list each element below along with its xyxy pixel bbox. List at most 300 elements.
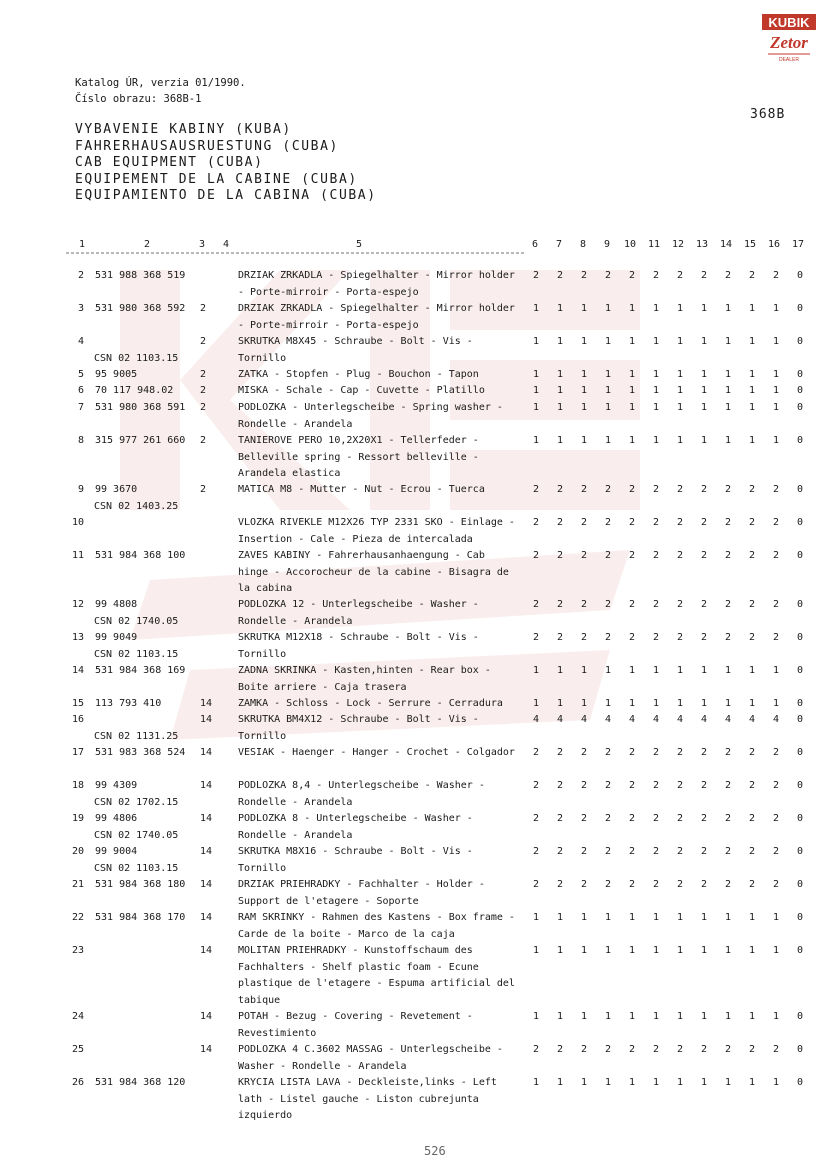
quantity-col-10: 2 <box>628 599 636 610</box>
quantity-col-17: 0 <box>796 550 804 561</box>
quantity-col-9: 1 <box>604 402 612 413</box>
quantity-col-17: 0 <box>796 517 804 528</box>
page-code: 368B <box>750 107 786 122</box>
quantity-col-6: 2 <box>532 879 540 890</box>
quantity-col-16: 2 <box>772 846 780 857</box>
quantity-col-9: 4 <box>604 714 612 725</box>
quantity-col-6: 2 <box>532 747 540 758</box>
column-header-1: 1 <box>79 239 86 250</box>
quantity-col-11: 2 <box>652 747 660 758</box>
quantity-col-7: 2 <box>556 780 564 791</box>
part-number: 113 793 410 <box>95 698 162 709</box>
quantity-col-15: 2 <box>748 879 756 890</box>
part-description: PODLOZKA 4 C.3602 MASSAG - Unterlegscheibe - Washer - Rondelle - Arandela <box>238 1044 503 1072</box>
quantity-col-13: 1 <box>700 435 708 446</box>
quantity-col-9: 1 <box>604 336 612 347</box>
quantity-col-13: 1 <box>700 303 708 314</box>
quantity-col-17: 0 <box>796 747 804 758</box>
part-number: 99 9004 <box>95 846 138 857</box>
reference-number: 14 <box>200 846 213 857</box>
standard-number: CSN 02 1103.15 <box>94 862 179 874</box>
quantity-col-8: 1 <box>580 912 588 923</box>
position-number: 18 <box>71 780 84 791</box>
quantity-col-7: 2 <box>556 1044 564 1055</box>
part-description: PODLOZKA 12 - Unterlegscheibe - Washer - Rondelle - Arandela <box>238 599 479 627</box>
reference-number: 14 <box>200 747 213 758</box>
reference-number: 2 <box>200 484 207 495</box>
position-number: 4 <box>77 336 84 347</box>
position-number: 19 <box>71 813 84 824</box>
part-number: 531 984 368 170 <box>95 912 186 923</box>
quantity-col-10: 1 <box>628 402 636 413</box>
part-description: SKRUTKA M8X45 - Schraube - Bolt - Vis - Tornillo <box>238 336 473 364</box>
quantity-col-14: 1 <box>724 402 732 413</box>
standard-number: CSN 02 1740.05 <box>94 615 179 627</box>
quantity-col-9: 1 <box>604 369 612 380</box>
quantity-col-8: 2 <box>580 270 588 281</box>
quantity-col-11: 2 <box>652 517 660 528</box>
quantity-col-15: 1 <box>748 303 756 314</box>
quantity-col-15: 1 <box>748 1011 756 1022</box>
position-number: 8 <box>77 435 84 446</box>
quantity-col-15: 1 <box>748 402 756 413</box>
title-sk: VYBAVENIE KABINY (KUBA) <box>75 122 292 137</box>
quantity-col-9: 1 <box>604 385 612 396</box>
quantity-col-17: 0 <box>796 369 804 380</box>
reference-number: 14 <box>200 813 213 824</box>
quantity-col-7: 2 <box>556 632 564 643</box>
position-number: 12 <box>71 599 84 610</box>
quantity-col-11: 2 <box>652 484 660 495</box>
column-header-9: 9 <box>604 239 611 250</box>
quantity-col-10: 2 <box>628 550 636 561</box>
quantity-col-10: 2 <box>628 517 636 528</box>
quantity-col-14: 2 <box>724 1044 732 1055</box>
quantity-col-9: 1 <box>604 1011 612 1022</box>
quantity-col-14: 2 <box>724 632 732 643</box>
standard-number: CSN 02 1103.15 <box>94 352 179 364</box>
reference-number: 14 <box>200 714 213 725</box>
quantity-col-11: 1 <box>652 303 660 314</box>
quantity-col-14: 2 <box>724 813 732 824</box>
quantity-col-10: 4 <box>628 714 636 725</box>
quantity-col-9: 2 <box>604 879 612 890</box>
quantity-col-17: 0 <box>796 698 804 709</box>
quantity-col-14: 2 <box>724 599 732 610</box>
quantity-col-8: 2 <box>580 599 588 610</box>
quantity-col-14: 1 <box>724 912 732 923</box>
quantity-col-16: 2 <box>772 517 780 528</box>
quantity-col-6: 1 <box>532 912 540 923</box>
column-header-12: 12 <box>672 239 685 250</box>
part-description: DRZIAK ZRKADLA - Spiegelhalter - Mirror holder - Porte-mirroir - Porta-espejo <box>238 303 515 331</box>
quantity-col-16: 2 <box>772 747 780 758</box>
part-description: RAM SKRINKY - Rahmen des Kastens - Box frame - Carde de la boite - Marco de la caja <box>238 912 515 940</box>
quantity-col-13: 2 <box>700 270 708 281</box>
quantity-col-10: 1 <box>628 665 636 676</box>
quantity-col-7: 1 <box>556 369 564 380</box>
quantity-col-11: 2 <box>652 632 660 643</box>
quantity-col-16: 1 <box>772 303 780 314</box>
quantity-col-17: 0 <box>796 599 804 610</box>
quantity-col-14: 2 <box>724 550 732 561</box>
quantity-col-11: 2 <box>652 599 660 610</box>
quantity-col-16: 1 <box>772 385 780 396</box>
quantity-col-8: 1 <box>580 698 588 709</box>
part-number: 99 4309 <box>95 780 138 791</box>
quantity-col-13: 2 <box>700 550 708 561</box>
quantity-col-8: 2 <box>580 1044 588 1055</box>
quantity-col-11: 4 <box>652 714 660 725</box>
quantity-col-17: 0 <box>796 484 804 495</box>
quantity-col-11: 2 <box>652 813 660 824</box>
quantity-col-14: 2 <box>724 780 732 791</box>
quantity-col-6: 2 <box>532 484 540 495</box>
quantity-col-13: 1 <box>700 1077 708 1088</box>
position-number: 20 <box>71 846 84 857</box>
quantity-col-16: 1 <box>772 945 780 956</box>
column-header-8: 8 <box>580 239 587 250</box>
quantity-col-11: 1 <box>652 1077 660 1088</box>
quantity-col-9: 2 <box>604 632 612 643</box>
quantity-col-15: 1 <box>748 945 756 956</box>
quantity-col-7: 1 <box>556 303 564 314</box>
quantity-col-11: 1 <box>652 912 660 923</box>
quantity-col-16: 2 <box>772 1044 780 1055</box>
part-number: 99 4806 <box>95 813 138 824</box>
quantity-col-14: 2 <box>724 517 732 528</box>
quantity-col-15: 1 <box>748 665 756 676</box>
quantity-col-10: 1 <box>628 1077 636 1088</box>
quantity-col-17: 0 <box>796 665 804 676</box>
quantity-col-9: 1 <box>604 912 612 923</box>
column-header-16: 16 <box>768 239 781 250</box>
position-number: 11 <box>71 550 84 561</box>
part-description: DRZIAK PRIEHRADKY - Fachhalter - Holder - Support de l'etagere - Soporte <box>238 879 485 907</box>
position-number: 6 <box>77 385 84 396</box>
position-number: 23 <box>71 945 84 956</box>
quantity-col-6: 1 <box>532 385 540 396</box>
part-description: ZAMKA - Schloss - Lock - Serrure - Cerradura <box>238 698 503 709</box>
quantity-col-14: 1 <box>724 385 732 396</box>
quantity-col-10: 1 <box>628 369 636 380</box>
quantity-col-14: 1 <box>724 336 732 347</box>
quantity-col-6: 2 <box>532 599 540 610</box>
quantity-col-9: 2 <box>604 1044 612 1055</box>
quantity-col-12: 1 <box>676 303 684 314</box>
quantity-col-8: 2 <box>580 747 588 758</box>
quantity-col-15: 2 <box>748 270 756 281</box>
quantity-col-9: 1 <box>604 698 612 709</box>
part-description: MATICA M8 - Mutter - Nut - Ecrou - Tuerca <box>238 484 485 495</box>
part-number: 531 984 368 120 <box>95 1077 186 1088</box>
quantity-col-10: 2 <box>628 780 636 791</box>
reference-number: 2 <box>200 435 207 446</box>
column-header-7: 7 <box>556 239 563 250</box>
column-header-4: 4 <box>223 239 230 250</box>
quantity-col-9: 1 <box>604 1077 612 1088</box>
part-description: DRZIAK ZRKADLA - Spiegelhalter - Mirror holder - Porte-mirroir - Porta-espejo <box>238 270 515 298</box>
part-number: 531 980 368 592 <box>95 303 186 314</box>
quantity-col-15: 2 <box>748 780 756 791</box>
quantity-col-8: 1 <box>580 303 588 314</box>
part-description: ZAVES KABINY - Fahrerhausanhaengung - Cab hinge - Accorocheur de la cabine - Bisagra de la cabina <box>238 550 509 594</box>
quantity-col-16: 1 <box>772 336 780 347</box>
title-en: CAB EQUIPMENT (CUBA) <box>75 155 264 170</box>
quantity-col-13: 2 <box>700 780 708 791</box>
part-number: 531 984 368 180 <box>95 879 186 890</box>
quantity-col-10: 2 <box>628 747 636 758</box>
quantity-col-8: 2 <box>580 632 588 643</box>
position-number: 24 <box>71 1011 84 1022</box>
part-number: 531 984 368 169 <box>95 665 186 676</box>
quantity-col-12: 2 <box>676 599 684 610</box>
quantity-col-6: 1 <box>532 1011 540 1022</box>
reference-number: 2 <box>200 369 207 380</box>
position-number: 14 <box>71 665 84 676</box>
quantity-col-17: 0 <box>796 912 804 923</box>
quantity-col-15: 2 <box>748 550 756 561</box>
quantity-col-12: 2 <box>676 1044 684 1055</box>
column-header-14: 14 <box>720 239 733 250</box>
quantity-col-13: 1 <box>700 698 708 709</box>
part-number: 99 3670 <box>95 484 138 495</box>
quantity-col-13: 1 <box>700 912 708 923</box>
quantity-col-8: 2 <box>580 517 588 528</box>
quantity-col-12: 1 <box>676 336 684 347</box>
page-number: 526 <box>424 1144 446 1158</box>
quantity-col-10: 2 <box>628 879 636 890</box>
part-description: SKRUTKA M8X16 - Schraube - Bolt - Vis - Tornillo <box>238 846 473 874</box>
quantity-col-8: 2 <box>580 780 588 791</box>
quantity-col-13: 1 <box>700 945 708 956</box>
quantity-col-11: 2 <box>652 550 660 561</box>
quantity-col-12: 1 <box>676 912 684 923</box>
position-number: 9 <box>77 484 84 495</box>
quantity-col-9: 2 <box>604 550 612 561</box>
quantity-col-7: 2 <box>556 813 564 824</box>
quantity-col-15: 1 <box>748 912 756 923</box>
quantity-col-12: 2 <box>676 484 684 495</box>
quantity-col-12: 1 <box>676 369 684 380</box>
quantity-col-17: 0 <box>796 945 804 956</box>
quantity-col-11: 2 <box>652 879 660 890</box>
quantity-col-17: 0 <box>796 402 804 413</box>
position-number: 17 <box>71 747 84 758</box>
quantity-col-13: 2 <box>700 599 708 610</box>
quantity-col-14: 2 <box>724 846 732 857</box>
quantity-col-11: 1 <box>652 435 660 446</box>
column-header-2: 2 <box>144 239 151 250</box>
quantity-col-15: 1 <box>748 698 756 709</box>
quantity-col-17: 0 <box>796 813 804 824</box>
position-number: 16 <box>71 714 84 725</box>
part-description: VLOZKA RIVEKLE M12X26 TYP 2331 SKO - Einlage - Insertion - Cale - Pieza de intercalada <box>238 517 515 545</box>
part-number: 99 9049 <box>95 632 138 643</box>
quantity-col-12: 1 <box>676 385 684 396</box>
quantity-col-14: 4 <box>724 714 732 725</box>
quantity-col-7: 1 <box>556 945 564 956</box>
quantity-col-14: 1 <box>724 369 732 380</box>
part-description: KRYCIA LISTA LAVA - Deckleiste,links - Left lath - Listel gauche - Liston cubrejunta izquierdo <box>238 1077 497 1121</box>
quantity-col-12: 2 <box>676 879 684 890</box>
quantity-col-9: 1 <box>604 435 612 446</box>
quantity-col-11: 2 <box>652 270 660 281</box>
quantity-col-6: 2 <box>532 813 540 824</box>
quantity-col-14: 1 <box>724 945 732 956</box>
title-de: FAHRERHAUSAUSRUESTUNG (CUBA) <box>75 138 339 154</box>
svg-text:DEALER: DEALER <box>778 57 800 62</box>
quantity-col-16: 1 <box>772 402 780 413</box>
quantity-col-7: 2 <box>556 270 564 281</box>
quantity-col-6: 1 <box>532 945 540 956</box>
column-header-3: 3 <box>199 239 206 250</box>
quantity-col-13: 1 <box>700 336 708 347</box>
quantity-col-6: 2 <box>532 550 540 561</box>
quantity-col-6: 2 <box>532 1044 540 1055</box>
quantity-col-12: 1 <box>676 1011 684 1022</box>
standard-number: CSN 02 1403.25 <box>94 500 179 512</box>
svg-text:Zetor: Zetor <box>770 33 808 52</box>
position-number: 3 <box>77 303 84 314</box>
quantity-col-6: 2 <box>532 846 540 857</box>
part-description: TANIEROVE PERO 10,2X20X1 - Tellerfeder - Belleville spring - Ressort belleville - Arandela elastica <box>238 435 479 479</box>
column-header-13: 13 <box>696 239 709 250</box>
reference-number: 2 <box>200 336 207 347</box>
quantity-col-13: 2 <box>700 846 708 857</box>
position-number: 25 <box>71 1044 84 1055</box>
quantity-col-16: 4 <box>772 714 780 725</box>
quantity-col-8: 1 <box>580 336 588 347</box>
quantity-col-17: 0 <box>796 879 804 890</box>
title-fr: EQUIPEMENT DE LA CABINE (CUBA) <box>75 171 358 187</box>
reference-number: 2 <box>200 303 207 314</box>
column-header-underline <box>66 251 526 255</box>
quantity-col-13: 1 <box>700 1011 708 1022</box>
quantity-col-11: 2 <box>652 846 660 857</box>
quantity-col-12: 2 <box>676 517 684 528</box>
position-number: 21 <box>71 879 84 890</box>
part-description: PODLOZKA 8,4 - Unterlegscheibe - Washer - Rondelle - Arandela <box>238 780 485 808</box>
quantity-col-14: 2 <box>724 747 732 758</box>
quantity-col-13: 2 <box>700 517 708 528</box>
part-number: 70 117 948.02 <box>95 385 174 396</box>
quantity-col-12: 2 <box>676 780 684 791</box>
quantity-col-7: 1 <box>556 665 564 676</box>
quantity-col-14: 2 <box>724 484 732 495</box>
reference-number: 2 <box>200 402 207 413</box>
quantity-col-17: 0 <box>796 303 804 314</box>
quantity-col-6: 2 <box>532 780 540 791</box>
quantity-col-12: 2 <box>676 550 684 561</box>
standard-number: CSN 02 1702.15 <box>94 796 179 808</box>
position-number: 7 <box>77 402 84 413</box>
quantity-col-7: 2 <box>556 879 564 890</box>
part-description: VESIAK - Haenger - Hanger - Crochet - Colgador <box>238 747 515 758</box>
quantity-col-7: 1 <box>556 435 564 446</box>
quantity-col-13: 1 <box>700 385 708 396</box>
quantity-col-10: 1 <box>628 385 636 396</box>
quantity-col-13: 2 <box>700 813 708 824</box>
reference-number: 14 <box>200 1011 213 1022</box>
column-header-11: 11 <box>648 239 661 250</box>
column-header-17: 17 <box>792 239 805 250</box>
column-header-6: 6 <box>532 239 539 250</box>
quantity-col-15: 2 <box>748 599 756 610</box>
quantity-col-17: 0 <box>796 435 804 446</box>
quantity-col-9: 2 <box>604 270 612 281</box>
quantity-col-6: 1 <box>532 698 540 709</box>
reference-number: 14 <box>200 698 213 709</box>
part-description: POTAH - Bezug - Covering - Revetement - Revestimiento <box>238 1011 473 1039</box>
quantity-col-14: 1 <box>724 665 732 676</box>
quantity-col-12: 1 <box>676 1077 684 1088</box>
quantity-col-15: 2 <box>748 517 756 528</box>
quantity-col-15: 2 <box>748 632 756 643</box>
quantity-col-17: 0 <box>796 846 804 857</box>
quantity-col-9: 2 <box>604 813 612 824</box>
quantity-col-16: 2 <box>772 599 780 610</box>
quantity-col-6: 1 <box>532 336 540 347</box>
quantity-col-13: 2 <box>700 632 708 643</box>
quantity-col-7: 4 <box>556 714 564 725</box>
quantity-col-10: 1 <box>628 435 636 446</box>
quantity-col-8: 2 <box>580 879 588 890</box>
quantity-col-15: 2 <box>748 813 756 824</box>
quantity-col-10: 1 <box>628 336 636 347</box>
reference-number: 14 <box>200 945 213 956</box>
quantity-col-11: 2 <box>652 780 660 791</box>
quantity-col-8: 4 <box>580 714 588 725</box>
quantity-col-17: 0 <box>796 270 804 281</box>
position-number: 2 <box>77 270 84 281</box>
quantity-col-9: 2 <box>604 484 612 495</box>
image-number-line: Číslo obrazu: 368B-1 <box>75 93 202 105</box>
quantity-col-8: 1 <box>580 1011 588 1022</box>
quantity-col-13: 2 <box>700 747 708 758</box>
quantity-col-10: 1 <box>628 912 636 923</box>
quantity-col-6: 2 <box>532 517 540 528</box>
position-number: 13 <box>71 632 84 643</box>
quantity-col-14: 1 <box>724 698 732 709</box>
quantity-col-13: 1 <box>700 369 708 380</box>
quantity-col-9: 2 <box>604 846 612 857</box>
quantity-col-7: 2 <box>556 846 564 857</box>
quantity-col-10: 2 <box>628 846 636 857</box>
quantity-col-10: 1 <box>628 1011 636 1022</box>
quantity-col-6: 1 <box>532 402 540 413</box>
quantity-col-7: 2 <box>556 599 564 610</box>
quantity-col-15: 1 <box>748 385 756 396</box>
quantity-col-15: 1 <box>748 369 756 380</box>
quantity-col-7: 2 <box>556 550 564 561</box>
quantity-col-17: 0 <box>796 780 804 791</box>
part-description: ZATKA - Stopfen - Plug - Bouchon - Tapon <box>238 369 479 380</box>
quantity-col-9: 2 <box>604 780 612 791</box>
quantity-col-15: 4 <box>748 714 756 725</box>
part-description: ZADNA SKRINKA - Kasten,hinten - Rear box - Boite arriere - Caja trasera <box>238 665 491 693</box>
reference-number: 14 <box>200 912 213 923</box>
quantity-col-15: 2 <box>748 747 756 758</box>
reference-number: 2 <box>200 385 207 396</box>
part-description: SKRUTKA BM4X12 - Schraube - Bolt - Vis - Tornillo <box>238 714 479 742</box>
quantity-col-9: 2 <box>604 747 612 758</box>
quantity-col-11: 1 <box>652 369 660 380</box>
quantity-col-10: 2 <box>628 484 636 495</box>
position-number: 5 <box>77 369 84 380</box>
quantity-col-11: 1 <box>652 402 660 413</box>
catalog-version-line: Katalog ÚR, verzia 01/1990. <box>75 77 246 89</box>
